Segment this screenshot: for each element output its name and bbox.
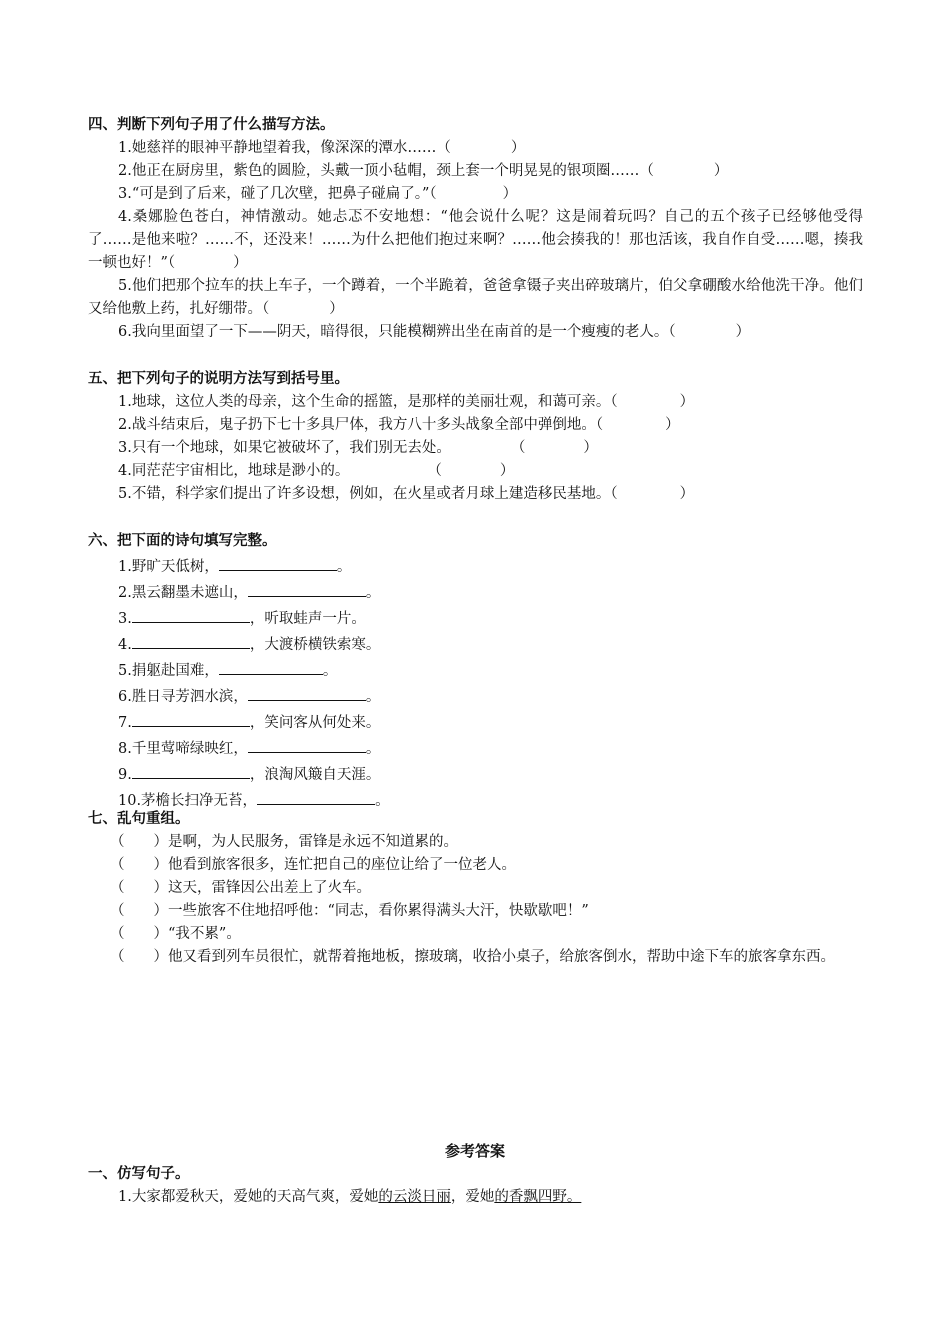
close-paren: ） bbox=[679, 486, 695, 502]
poem-line-6 bbox=[88, 683, 863, 709]
poem-line-3 bbox=[88, 605, 863, 631]
item-text: 4.桑娜脸色苍白，神情激动。她忐忑不安地想：“他会说什么呢？这是闹着玩吗？自己的五个孩子已经够他受得了……是他来啦？……不，还没来！……为什么把他们抱过来啊？……他会揍我的！那也活该，我自作自受……嗯，揍我一顿也好！”（ bbox=[88, 209, 863, 271]
answer-text: 1.大家都爱秋天，爱她的天高气爽，爱她 bbox=[118, 1189, 379, 1205]
item-text: 3.“可是到了后来，碰了几次壁，把鼻子碰扁了。”（ bbox=[118, 186, 437, 202]
item-text: 1.她慈祥的眼神平静地望着我，像深深的潭水……（ bbox=[118, 140, 451, 156]
open-paren: （ bbox=[427, 463, 442, 479]
close-paren: ） bbox=[679, 394, 695, 410]
item-text: 2.战斗结束后，鬼子扔下七十多具尸体，我方八十多头战象全部中弹倒地。（ bbox=[118, 417, 604, 433]
poem-text: 。 bbox=[365, 585, 381, 601]
poem-text: 10.茅檐长扫净无苔， bbox=[118, 793, 258, 809]
poem-text: 6.胜日寻芳泗水滨， bbox=[118, 689, 248, 705]
poem-text: 5.捐躯赴国难， bbox=[118, 663, 219, 679]
fill-blank[interactable] bbox=[132, 605, 250, 623]
close-paren: ） bbox=[713, 163, 729, 179]
sec5-item-2 bbox=[88, 414, 863, 437]
item-text: 1.地球，这位人类的母亲，这个生命的摇篮，是那样的美丽壮观，和蔼可亲。（ bbox=[118, 394, 618, 410]
sec5-item-5 bbox=[88, 483, 863, 506]
poem-text: 3. bbox=[118, 611, 132, 627]
fill-blank[interactable] bbox=[132, 709, 250, 727]
sec4-item-3 bbox=[88, 183, 863, 206]
fill-blank[interactable] bbox=[248, 735, 366, 753]
poem-text: 。 bbox=[365, 689, 381, 705]
poem-line-5 bbox=[88, 657, 863, 683]
close-paren: ） bbox=[329, 301, 344, 317]
sec5-item-3 bbox=[88, 437, 863, 460]
poem-line-9 bbox=[88, 761, 863, 787]
poem-text: ，大渡桥横铁索寒。 bbox=[249, 637, 381, 653]
section-4 bbox=[88, 114, 863, 344]
fill-blank[interactable] bbox=[219, 553, 337, 571]
fill-blank[interactable] bbox=[132, 631, 250, 649]
answer-underlined: 的云淡日丽 bbox=[378, 1189, 451, 1205]
reorder-item-1: （ ）是啊，为人民服务，雷锋是永远不知道累的。 bbox=[110, 834, 458, 850]
sec4-item-6 bbox=[88, 321, 863, 344]
poem-line-7 bbox=[88, 709, 863, 735]
item-text: 4.同茫茫宇宙相比，地球是渺小的。 bbox=[118, 463, 350, 479]
poem-text: 。 bbox=[336, 559, 352, 575]
reorder-item-5: （ ）“我不累”。 bbox=[110, 926, 241, 942]
poem-text: ，浪淘风簸自天涯。 bbox=[249, 767, 381, 783]
answers-title: 参考答案 bbox=[444, 1142, 505, 1160]
sec4-item-5 bbox=[88, 275, 863, 321]
item-text: 3.只有一个地球，如果它被破坏了，我们别无去处。 bbox=[118, 440, 451, 456]
poem-text: 7. bbox=[118, 715, 132, 731]
poem-line-1 bbox=[88, 553, 863, 579]
poem-text: 2.黑云翻墨未遮山， bbox=[118, 585, 248, 601]
sec4-item-4 bbox=[88, 206, 863, 275]
sec4-item-2 bbox=[88, 160, 863, 183]
item-text: 5.不错，科学家们提出了许多设想，例如，在火星或者月球上建造移民基地。（ bbox=[118, 486, 618, 502]
poem-line-4 bbox=[88, 631, 863, 657]
reorder-item-2: （ ）他看到旅客很多，连忙把自己的座位让给了一位老人。 bbox=[110, 857, 516, 873]
answers-section-1-heading: 一、仿写句子。 bbox=[88, 1166, 190, 1182]
poem-text: 4. bbox=[118, 637, 132, 653]
item-text: 2.他正在厨房里，紫色的圆脸，头戴一顶小毡帽，颈上套一个明晃晃的银项圈……（ bbox=[118, 163, 654, 179]
sec4-item-1 bbox=[88, 137, 863, 160]
poem-text: ，听取蛙声一片。 bbox=[249, 611, 366, 627]
poem-line-2 bbox=[88, 579, 863, 605]
poem-text: 1.野旷天低树， bbox=[118, 559, 219, 575]
close-paren: ） bbox=[499, 463, 515, 479]
poem-text: 。 bbox=[322, 663, 338, 679]
item-text: 6.我向里面望了一下——阴天，暗得很，只能模糊辨出坐在南首的是一个瘦瘦的老人。（ bbox=[118, 324, 676, 340]
section-7-heading: 七、乱句重组。 bbox=[88, 811, 190, 827]
answer-underlined: 的香飘四野。 bbox=[494, 1189, 582, 1205]
section-5-heading: 五、把下列句子的说明方法写到括号里。 bbox=[88, 371, 349, 387]
sec5-item-1 bbox=[88, 391, 863, 414]
poem-text: 。 bbox=[365, 741, 381, 757]
fill-blank[interactable] bbox=[257, 787, 375, 805]
answers-section-1 bbox=[88, 1163, 863, 1209]
poem-text: 8.千里莺啼绿映红， bbox=[118, 741, 248, 757]
poem-text: 9. bbox=[118, 767, 132, 783]
poem-text: 。 bbox=[375, 793, 390, 809]
answer-text: ，爱她 bbox=[450, 1189, 495, 1205]
fill-blank[interactable] bbox=[132, 761, 250, 779]
reorder-item-4: （ ）一些旅客不住地招呼他：“同志，看你累得满头大汗，快歇歇吧！” bbox=[110, 903, 589, 919]
sec5-item-4 bbox=[88, 460, 863, 483]
close-paren: ） bbox=[233, 255, 248, 271]
close-paren: ） bbox=[583, 440, 598, 456]
close-paren: ） bbox=[510, 140, 526, 156]
open-paren: （ bbox=[510, 440, 526, 456]
section-7 bbox=[88, 808, 863, 969]
answer-line-1 bbox=[88, 1186, 863, 1209]
section-5 bbox=[88, 368, 863, 506]
poem-line-8 bbox=[88, 735, 863, 761]
section-4-heading: 四、判断下列句子用了什么描写方法。 bbox=[88, 117, 335, 133]
reorder-item-6: （ ）他又看到列车员很忙，就帮着拖地板，擦玻璃，收拾小桌子，给旅客倒水，帮助中途下车的旅客拿东西。 bbox=[110, 949, 835, 965]
close-paren: ） bbox=[502, 186, 518, 202]
reorder-item-3: （ ）这天，雷锋因公出差上了火车。 bbox=[110, 880, 371, 896]
section-6-heading: 六、把下面的诗句填写完整。 bbox=[88, 533, 277, 549]
close-paren: ） bbox=[665, 417, 680, 433]
fill-blank[interactable] bbox=[248, 683, 366, 701]
poem-text: ，笑问客从何处来。 bbox=[249, 715, 381, 731]
fill-blank[interactable] bbox=[248, 579, 366, 597]
fill-blank[interactable] bbox=[219, 657, 323, 675]
close-paren: ） bbox=[735, 324, 751, 340]
section-6 bbox=[88, 530, 863, 813]
item-text: 5.他们把那个拉车的扶上车子，一个蹲着，一个半跪着，爸爸拿镊子夹出碎玻璃片，伯父拿硼酸水给他洗干净。他们又给他敷上药，扎好绷带。（ bbox=[88, 278, 863, 317]
